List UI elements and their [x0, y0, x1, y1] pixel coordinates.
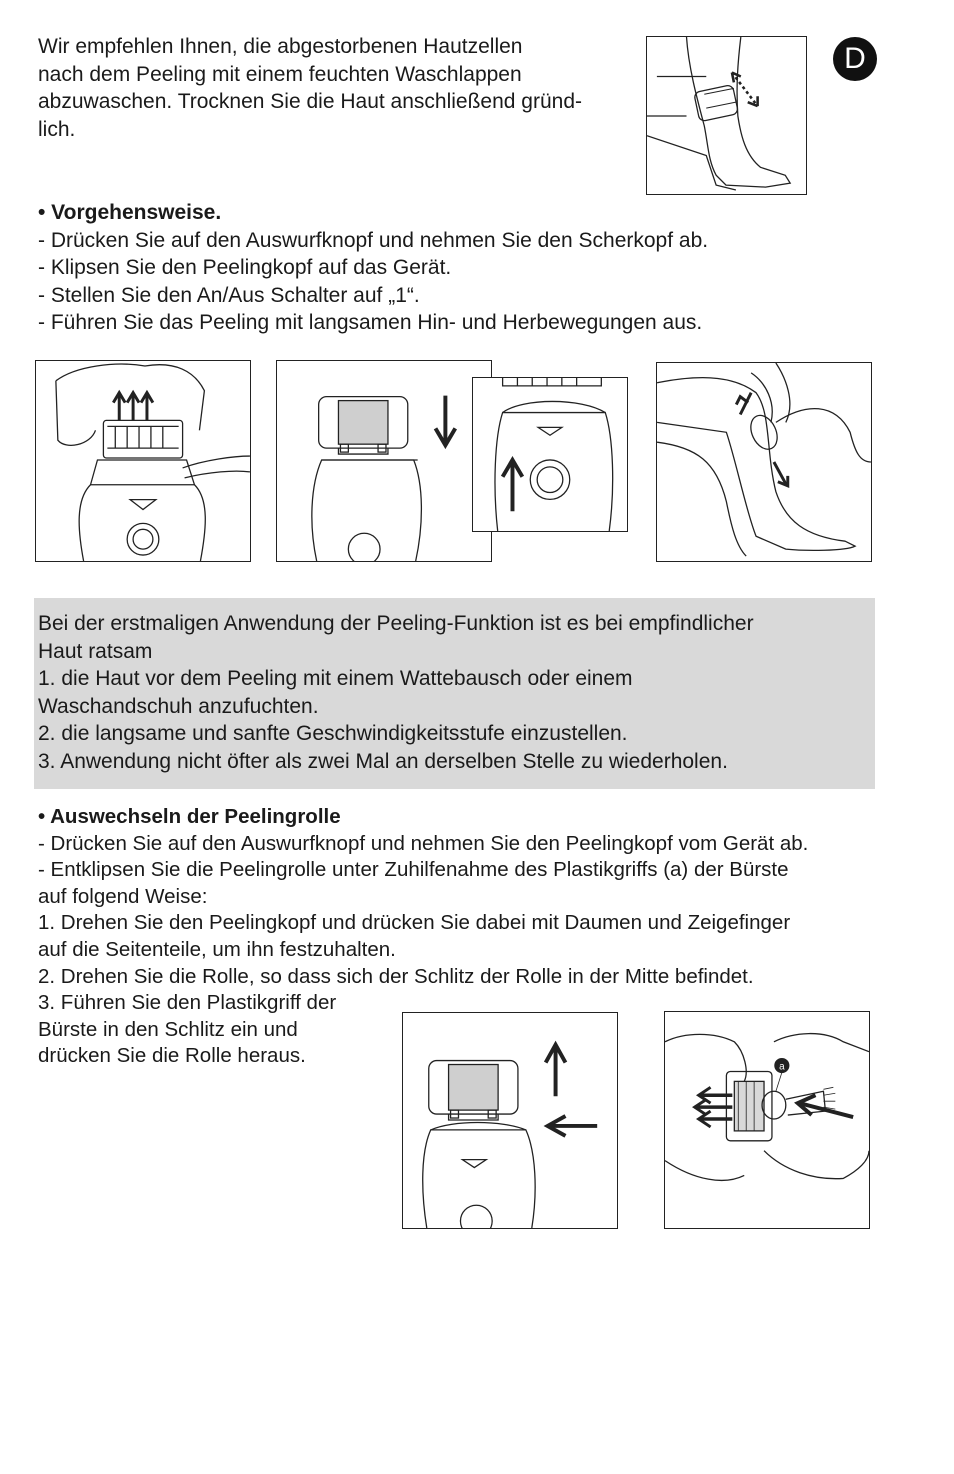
replace-line: - Entklipsen Sie die Peelingrolle unter Zuhilfenahme des Plastikgriffs (a) der Bürste — [38, 858, 789, 882]
replace-line: 2. Drehen Sie die Rolle, so dass sich der Schlitz der Rolle in der Mitte befindet. — [38, 964, 754, 988]
notice-line: 2. die langsame und sanfte Geschwindigkeitsstufe einzustellen. — [38, 722, 628, 746]
figure-leg-washing — [646, 36, 807, 195]
language-badge: D — [833, 37, 877, 81]
replace-line: 1. Drehen Sie den Peelingkopf und drücken Sie dabei mit Daumen und Zeigefinger — [38, 911, 791, 935]
notice-line: Haut ratsam — [38, 639, 153, 663]
notice-line: 1. die Haut vor dem Peeling mit einem Wattebausch oder einem — [38, 667, 633, 691]
notice-text — [38, 610, 868, 776]
procedure-step: - Stellen Sie den An/Aus Schalter auf „1“. — [38, 283, 420, 307]
figure-remove-roller — [664, 1011, 870, 1229]
procedure-step: - Führen Sie das Peeling mit langsamen Hin- und Herbewegungen aus. — [38, 311, 703, 334]
intro-paragraph — [38, 33, 648, 143]
figure-leg-peeling — [656, 362, 872, 562]
intro-line: abzuwaschen. Trocknen Sie die Haut anschließend gründ- — [38, 90, 582, 113]
notice-line: Waschandschuh anzufuchten. — [38, 694, 319, 718]
replace-heading: • Auswechseln der Peelingrolle — [38, 805, 341, 828]
label-a: a — [779, 1061, 785, 1073]
replace-line: auf folgend Weise: — [38, 884, 208, 908]
replace-step3-line: drücken Sie die Rolle heraus. — [38, 1044, 306, 1068]
intro-line: Wir empfehlen Ihnen, die abgestorbenen Hautzellen — [38, 35, 523, 58]
replace-step3-line: Bürste in den Schlitz ein und — [38, 1017, 298, 1041]
procedure-step: - Drücken Sie auf den Auswurfknopf und nehmen Sie den Scherkopf ab. — [38, 228, 709, 252]
notice-line: 3. Anwendung nicht öfter als zwei Mal an derselben Stelle zu wiederholen. — [38, 749, 728, 773]
procedure-section — [38, 199, 898, 337]
figure-clip-head — [276, 360, 492, 562]
figure-remove-peeling-head — [402, 1012, 618, 1229]
intro-line: nach dem Peeling mit einem feuchten Waschlappen — [38, 62, 522, 86]
replace-step3-line: 3. Führen Sie den Plastikgriff der — [38, 991, 337, 1015]
figure-eject-head — [35, 360, 251, 562]
procedure-step: - Klipsen Sie den Peelingkopf auf das Gerät. — [38, 256, 452, 279]
replace-line: - Drücken Sie auf den Auswurfknopf und nehmen Sie den Peelingkopf vom Gerät ab. — [38, 831, 809, 855]
figure-clip-head-inset — [472, 377, 628, 532]
intro-line: lich. — [38, 117, 76, 141]
replace-line: auf die Seitenteile, um ihn festzuhalten. — [38, 937, 396, 961]
procedure-heading: • Vorgehensweise. — [38, 201, 222, 224]
notice-line: Bei der erstmaligen Anwendung der Peeling-Funktion ist es bei empfindlicher — [38, 612, 754, 635]
notice-box — [34, 598, 875, 789]
